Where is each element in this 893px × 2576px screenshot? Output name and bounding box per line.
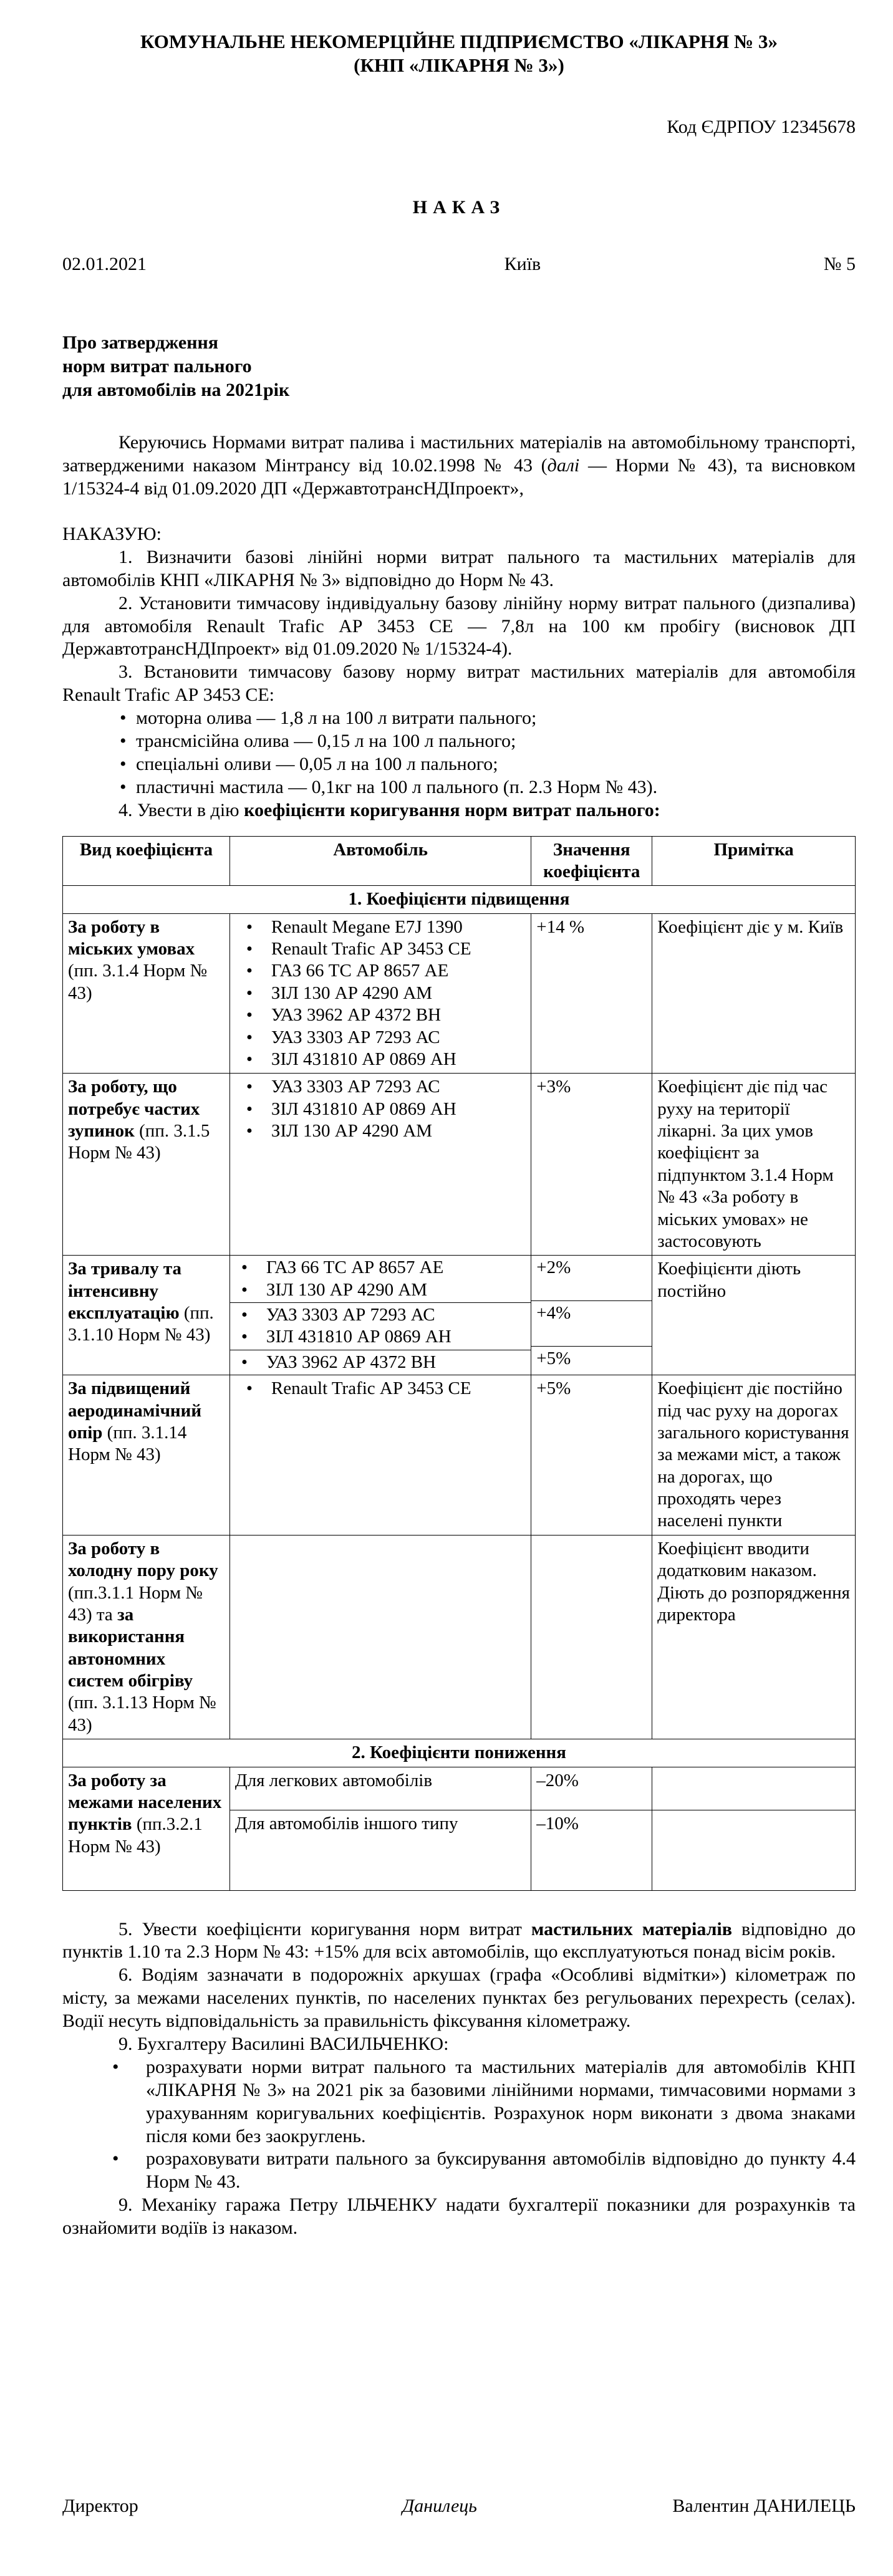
list-item: • трансмісійна олива — 0,15 л на 100 л пального;: [136, 730, 856, 753]
coef-type-bold: За роботу за межами населених пунктів: [68, 1770, 222, 1835]
list-item: • ЗІЛ 431810 АР 0869 АН: [271, 1049, 526, 1070]
org-name: КОМУНАЛЬНЕ НЕКОМЕРЦІЙНЕ ПІДПРИЄМСТВО «ЛІКАРНЯ № 3»: [140, 31, 778, 52]
section-title: 2. Коефіцієнти пониження: [63, 1739, 856, 1767]
coef-type-bold: За підвищений аеродинамічний опір: [68, 1378, 202, 1443]
coef-type: [63, 1535, 230, 1739]
list-item: • УАЗ 3962 АР 4372 ВН: [266, 1352, 526, 1373]
car-type: Для легкових автомобілів: [229, 1767, 531, 1810]
item-3: 3. Встановити тимчасову базову норму витрат мастильних матеріалів для автомобіля Renault Trafic АР 3453 СЕ:: [62, 661, 856, 706]
table-row: [63, 913, 856, 1074]
coef-type-ref: (пп. 3.1.13 Норм № 43): [68, 1693, 216, 1735]
coef-value: +14 %: [531, 913, 652, 1074]
coef-value: +3%: [531, 1074, 652, 1256]
list-item: • Renault Trafic АР 3453 СЕ: [271, 1378, 526, 1400]
subject-line: Про затвердження: [62, 332, 218, 353]
col-header: Примітка: [652, 836, 856, 886]
list-item: • ЗІЛ 130 АР 4290 АМ: [271, 983, 526, 1004]
order-city: Київ: [504, 254, 541, 275]
section-title: 1. Коефіцієнти підвищення: [63, 886, 856, 913]
item-2: 2. Установити тимчасову індивідуальну базову лінійну норму витрат пального (дизпалива) для автомобіля Renault Trafic АР 3453 СЕ — 7,8л на 100 км пробігу (висновок ДП ДержавтотрансНДІпроект» від 01.09.2020 № 1/15324-4).: [62, 592, 856, 660]
edrpou-code: Код ЄДРПОУ 12345678: [667, 117, 856, 138]
coef-type: [63, 1074, 230, 1256]
coef-note: [652, 1767, 856, 1810]
coef-value: [531, 1535, 652, 1739]
coef-note: Коефіцієнт діє під час руху на території лікарні. За цих умов коефіцієнт за підпунктом 3.1.4 Норм № 43 «За роботу в міських умовах» не застосовують: [652, 1074, 856, 1256]
coef-note: Коефіцієнт діє постійно під час руху на дорогах загального користування за межами міст, а також на дорогах, що проходять через населені пункти: [652, 1375, 856, 1536]
table-row: [63, 1074, 856, 1256]
coef-type: [63, 1375, 230, 1536]
cars-list: [230, 1257, 526, 1301]
signature-row: [62, 2495, 856, 2518]
list-item: • Renault Trafic АР 3453 СЕ: [271, 938, 526, 960]
coef-type-bold: за використання автономних систем обігріву: [68, 1604, 193, 1691]
item-1: 1. Визначити базові лінійні норми витрат пального та мастильних матеріалів для автомобілів КНП «ЛІКАРНЯ № 3» відповідно до Норм № 43.: [62, 546, 856, 590]
order-subject: [62, 331, 856, 401]
coef-value: +5%: [531, 1375, 652, 1536]
section-row: [63, 1739, 856, 1767]
coef-type-ref: (пп. 3.1.10 Норм № 43): [68, 1303, 214, 1345]
item-5-text: відповідно до пунктів 1.10 та 2.3 Норм № 43: +15% для всіх автомобілів, що експлуатуються понад вісім років.: [62, 1918, 856, 1963]
cars-cell: [229, 1256, 531, 1375]
coefficients-table: [62, 836, 856, 1891]
coef-value: –20%: [531, 1767, 652, 1810]
list-item: • розрахувати норми витрат пального та мастильних матеріалів для автомобілів КНП «ЛІКАРНЯ № 3» на 2021 рік за базовими лінійними нормами, тимчасовими нормами з урахуванням коригувальних коефіцієнтів. Розрахунок норм виконати з двома знаками після коми без заокруглень.: [146, 2056, 856, 2148]
car-type: Для автомобілів іншого типу: [229, 1810, 531, 1890]
list-item: • Renault Megane E7J 1390: [271, 916, 526, 938]
cars-list: [235, 916, 526, 1071]
list-item: • розраховувати витрати пального за буксирування автомобілів відповідно до пункту 4.4 Норм № 43.: [146, 2148, 856, 2194]
cars-cell: [229, 1074, 531, 1256]
order-number: № 5: [823, 254, 856, 275]
cars-cell: [229, 913, 531, 1074]
coef-type-bold: За роботу, що потребує частих зупинок: [68, 1077, 200, 1141]
coef-note: Коефіцієнти діють постійно: [652, 1256, 856, 1375]
order-title: НАКАЗ: [412, 197, 506, 218]
signer-position: Директор: [62, 2496, 138, 2516]
coef-note: [652, 1810, 856, 1890]
intro-italic: далі: [547, 455, 580, 476]
section-row: [63, 886, 856, 913]
col-header: Автомобіль: [229, 836, 531, 886]
list-item: • ЗІЛ 431810 АР 0869 АН: [266, 1326, 526, 1348]
table-row: [63, 1256, 856, 1375]
coef-type-bold: За роботу в холодну пору року: [68, 1538, 218, 1581]
item-5: [62, 1918, 856, 1964]
table-row: [63, 1767, 856, 1810]
col-header: Вид коефіцієнта: [63, 836, 230, 886]
cars-list: [230, 1352, 526, 1373]
date-row: [62, 253, 856, 276]
item-4: [62, 799, 856, 822]
table-header-row: [63, 836, 856, 886]
intro-text: — Норми № 43), та висновком 1/15324-4 від 01.09.2020 ДП «ДержавтотрансНДІпроект»,: [62, 455, 856, 499]
signer-name: Валентин ДАНИЛЕЦЬ: [672, 2496, 856, 2516]
list-item: • УАЗ 3303 АР 7293 АС: [266, 1304, 526, 1326]
item-5-text: 5. Увести коефіцієнти коригування норм витрат: [118, 1918, 531, 1939]
coef-type: [63, 913, 230, 1074]
list-item: • спеціальні оливи — 0,05 л на 100 л пального;: [136, 753, 856, 776]
coef-note: Коефіцієнт вводити додатковим наказом. Діють до розпорядження директора: [652, 1535, 856, 1739]
coef-value-cell: [531, 1256, 652, 1375]
list-item: • моторна олива — 1,8 л на 100 л витрати пального;: [136, 707, 856, 730]
subject-line: норм витрат пального: [62, 355, 252, 377]
signature: Данилець: [402, 2496, 477, 2516]
intro-paragraph: [62, 431, 856, 501]
coef-type-ref: (пп.3.1.1 Норм № 43) та: [68, 1582, 203, 1625]
coef-value: –10%: [531, 1810, 652, 1890]
coef-note: Коефіцієнт діє у м. Київ: [652, 913, 856, 1074]
item-accountant: 9. Бухгалтеру Василині ВАСИЛЬЧЕНКО:: [118, 2034, 449, 2055]
list-item: • ЗІЛ 431810 АР 0869 АН: [271, 1098, 526, 1120]
org-short-name: (КНП «ЛІКАРНЯ № 3»): [354, 54, 564, 77]
car-group: [230, 1256, 531, 1303]
list-item: • ЗІЛ 130 АР 4290 АМ: [266, 1279, 526, 1301]
item-4-bold: коефіцієнти коригування норм витрат пального:: [244, 799, 660, 820]
item-mechanic: 9. Механіку гаража Петру ІЛЬЧЕНКУ надати бухгалтерії показники для розрахунків та ознайомити водіїв із наказом.: [62, 2194, 856, 2239]
coef-type-bold: За роботу в міських умовах: [68, 916, 195, 959]
coef-type-ref: (пп.3.2.1 Норм № 43): [68, 1814, 203, 1857]
intro-text: Керуючись Нормами витрат палива і мастильних матеріалів на автомобільному транспорті, затвердженими наказом Мінтрансу від 10.02.1998 № 43 (: [62, 432, 856, 476]
lubricants-list: [62, 707, 856, 799]
cars-list: [235, 1378, 526, 1400]
cars-cell: [229, 1535, 531, 1739]
coef-type: [63, 1256, 230, 1375]
list-item: • пластичні мастила — 0,1кг на 100 л пального (п. 2.3 Норм № 43).: [136, 776, 856, 799]
cars-cell: [229, 1375, 531, 1536]
coef-value: +4%: [531, 1301, 652, 1347]
coef-value: +5%: [536, 1348, 571, 1369]
coef-type: [63, 1767, 230, 1890]
subject-line: для автомобілів на 2021рік: [62, 379, 290, 400]
coef-type-ref: (пп. 3.1.5 Норм № 43): [68, 1121, 210, 1163]
item-5-bold: мастильних матеріалів: [531, 1918, 732, 1939]
table-row: [63, 1535, 856, 1739]
item-6: 6. Водіям зазначати в подорожніх аркушах (графа «Особливі відмітки») кілометраж по місту, за межами населених пунктів, по населених пунктах без регульованих перехресть (селах). Водії несуть відповідальність за правильність фіксування кілометражу.: [62, 1964, 856, 2032]
coef-value: +2%: [531, 1256, 652, 1301]
cars-list: [230, 1304, 526, 1348]
list-item: • УАЗ 3303 АР 7293 АС: [271, 1027, 526, 1049]
car-group: [230, 1303, 531, 1350]
col-header: Значення коефіцієнта: [531, 836, 652, 886]
coef-type-ref: (пп. 3.1.4 Норм № 43): [68, 961, 208, 1003]
coef-type-ref: (пп. 3.1.14 Норм № 43): [68, 1422, 187, 1465]
accountant-tasks: [62, 2056, 856, 2194]
nakazuyu-heading: НАКАЗУЮ:: [62, 523, 162, 544]
coef-type-bold: За тривалу та інтенсивну експлуатацію: [68, 1259, 182, 1324]
cars-list: [235, 1076, 526, 1142]
list-item: • ГАЗ 66 ТС АР 8657 АЕ: [266, 1257, 526, 1279]
table-row: [63, 1375, 856, 1536]
order-date: 02.01.2021: [62, 254, 147, 275]
list-item: • ЗІЛ 130 АР 4290 АМ: [271, 1120, 526, 1142]
list-item: • УАЗ 3303 АР 7293 АС: [271, 1076, 526, 1098]
car-group: [230, 1350, 531, 1375]
list-item: • УАЗ 3962 АР 4372 ВН: [271, 1004, 526, 1026]
list-item: • ГАЗ 66 ТС АР 8657 АЕ: [271, 960, 526, 982]
item-4-text: 4. Увести в дію: [118, 799, 244, 820]
